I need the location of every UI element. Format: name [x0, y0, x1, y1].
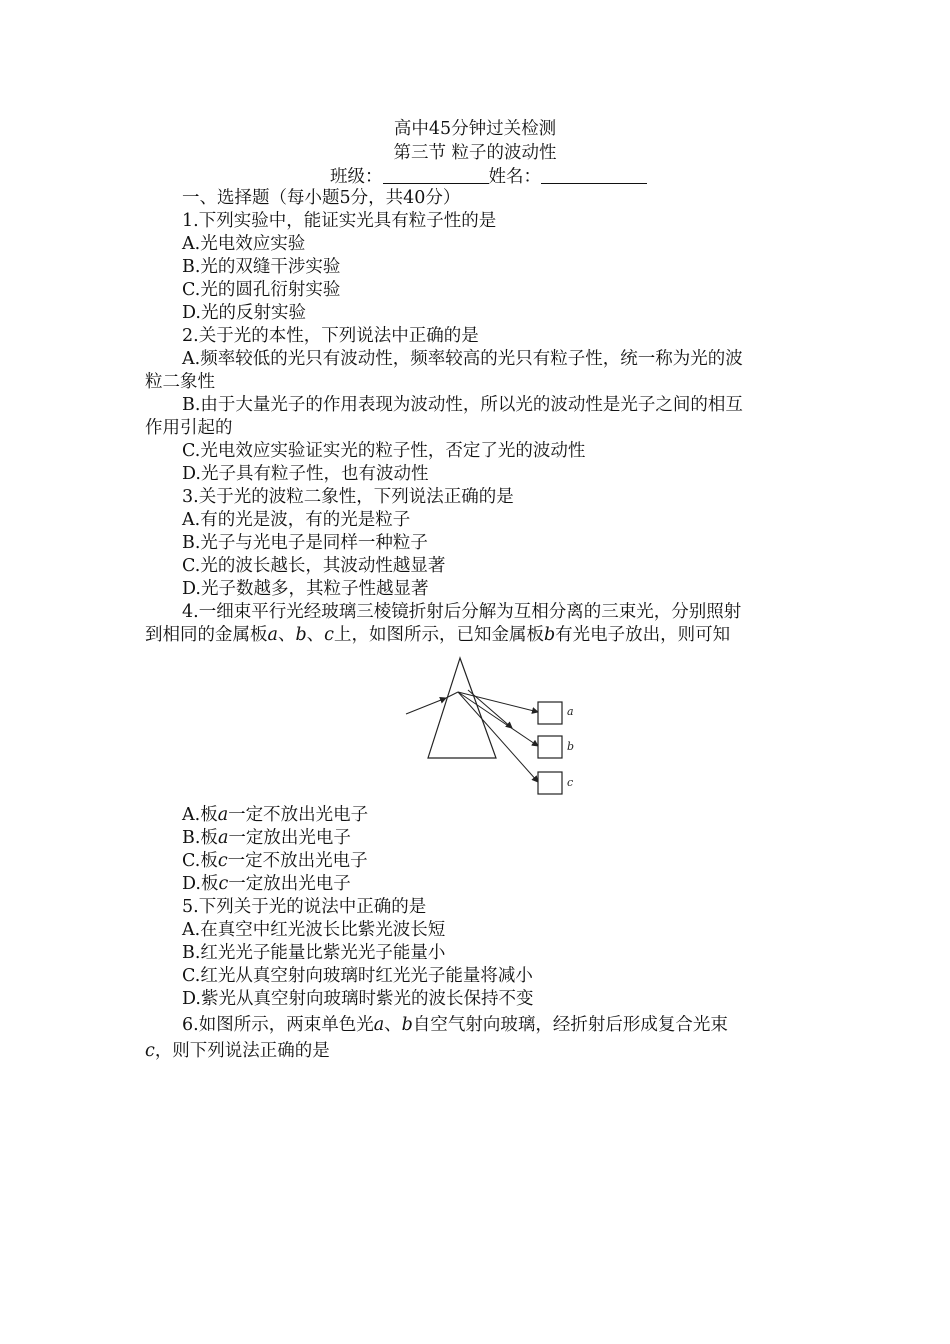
q4-stem-line1: 4.一细束平行光经玻璃三棱镜折射后分解为互相分离的三束光，分别照射: [182, 602, 742, 622]
q6-stem-line2: c，则下列说法正确的是: [145, 1041, 330, 1061]
q2-option-a-line2: 粒二象性: [145, 372, 215, 392]
plate-c-label: c: [567, 776, 574, 789]
plate-a: [538, 702, 562, 724]
name-blank: [541, 165, 647, 184]
ray-to-c: [458, 692, 538, 782]
q2-option-b-line2: 作用引起的: [145, 418, 233, 438]
ray-to-b: [458, 692, 538, 746]
plate-b: [538, 736, 562, 758]
plate-b-label: b: [567, 740, 575, 753]
q2-option-c: C.光电效应实验证实光的粒子性，否定了光的波动性: [182, 441, 586, 461]
name-label: 姓名：: [488, 167, 541, 187]
q3-option-b: B.光子与光电子是同样一种粒子: [182, 533, 428, 553]
ray-to-a: [458, 692, 538, 712]
q4-stem-line2: 到相同的金属板a、b、c上，如图所示，已知金属板b有光电子放出，则可知: [145, 625, 731, 645]
class-label: 班级：: [330, 167, 383, 187]
q5-option-d: D.紫光从真空射向玻璃时紫光的波长保持不变: [182, 989, 534, 1009]
prism-figure: [400, 652, 590, 800]
page-title: 高中45分钟过关检测: [393, 119, 557, 139]
var-b: b: [295, 625, 307, 645]
var-b: b: [543, 625, 556, 645]
plate-c: [538, 772, 562, 794]
q3-option-a: A.有的光是波，有的光是粒子: [182, 510, 411, 530]
q1-stem: 1.下列实验中，能证实光具有粒子性的是: [182, 211, 497, 231]
q6-stem-line1: 6.如图所示，两束单色光a、b自空气射向玻璃，经折射后形成复合光束: [182, 1015, 728, 1035]
q2-option-b-line1: B.由于大量光子的作用表现为波动性，所以光的波动性是光子之间的相互: [182, 395, 743, 415]
q1-option-b: B.光的双缝干涉实验: [182, 257, 341, 277]
var-a: a: [267, 625, 278, 645]
q5-option-c: C.红光从真空射向玻璃时红光光子能量将减小: [182, 966, 533, 986]
q4-option-b: B.板a一定放出光电子: [182, 828, 351, 848]
section-heading: 一、选择题（每小题5分，共40分）: [182, 188, 461, 208]
q4-option-c: C.板c一定不放出光电子: [182, 851, 368, 871]
page-subtitle: 第三节 粒子的波动性: [393, 143, 557, 163]
var-c: c: [324, 625, 334, 645]
q5-option-b: B.红光光子能量比紫光光子能量小: [182, 943, 446, 963]
q3-option-c: C.光的波长越长，其波动性越显著: [182, 556, 446, 576]
q4-option-d: D.板c一定放出光电子: [182, 874, 351, 894]
q3-option-d: D.光子数越多，其粒子性越显著: [182, 579, 429, 599]
student-info-row: [330, 165, 647, 188]
q2-option-a-line1: A.频率较低的光只有波动性，频率较高的光只有粒子性，统一称为光的波: [182, 349, 743, 369]
q5-stem: 5.下列关于光的说法中正确的是: [182, 897, 427, 917]
q5-option-a: A.在真空中红光波长比紫光波长短: [182, 920, 446, 940]
q1-option-c: C.光的圆孔衍射实验: [182, 280, 341, 300]
q1-option-a: A.光电效应实验: [182, 234, 306, 254]
q2-stem: 2.关于光的本性，下列说法中正确的是: [182, 326, 479, 346]
incident-ray: [406, 698, 446, 714]
q1-option-d: D.光的反射实验: [182, 303, 306, 323]
class-blank: [383, 165, 489, 184]
q3-stem: 3.关于光的波粒二象性，下列说法正确的是: [182, 487, 514, 507]
q2-option-d: D.光子具有粒子性，也有波动性: [182, 464, 429, 484]
plate-a-label: a: [567, 705, 574, 718]
q4-option-a: A.板a一定不放出光电子: [182, 805, 369, 825]
prism-shape: [428, 658, 496, 758]
